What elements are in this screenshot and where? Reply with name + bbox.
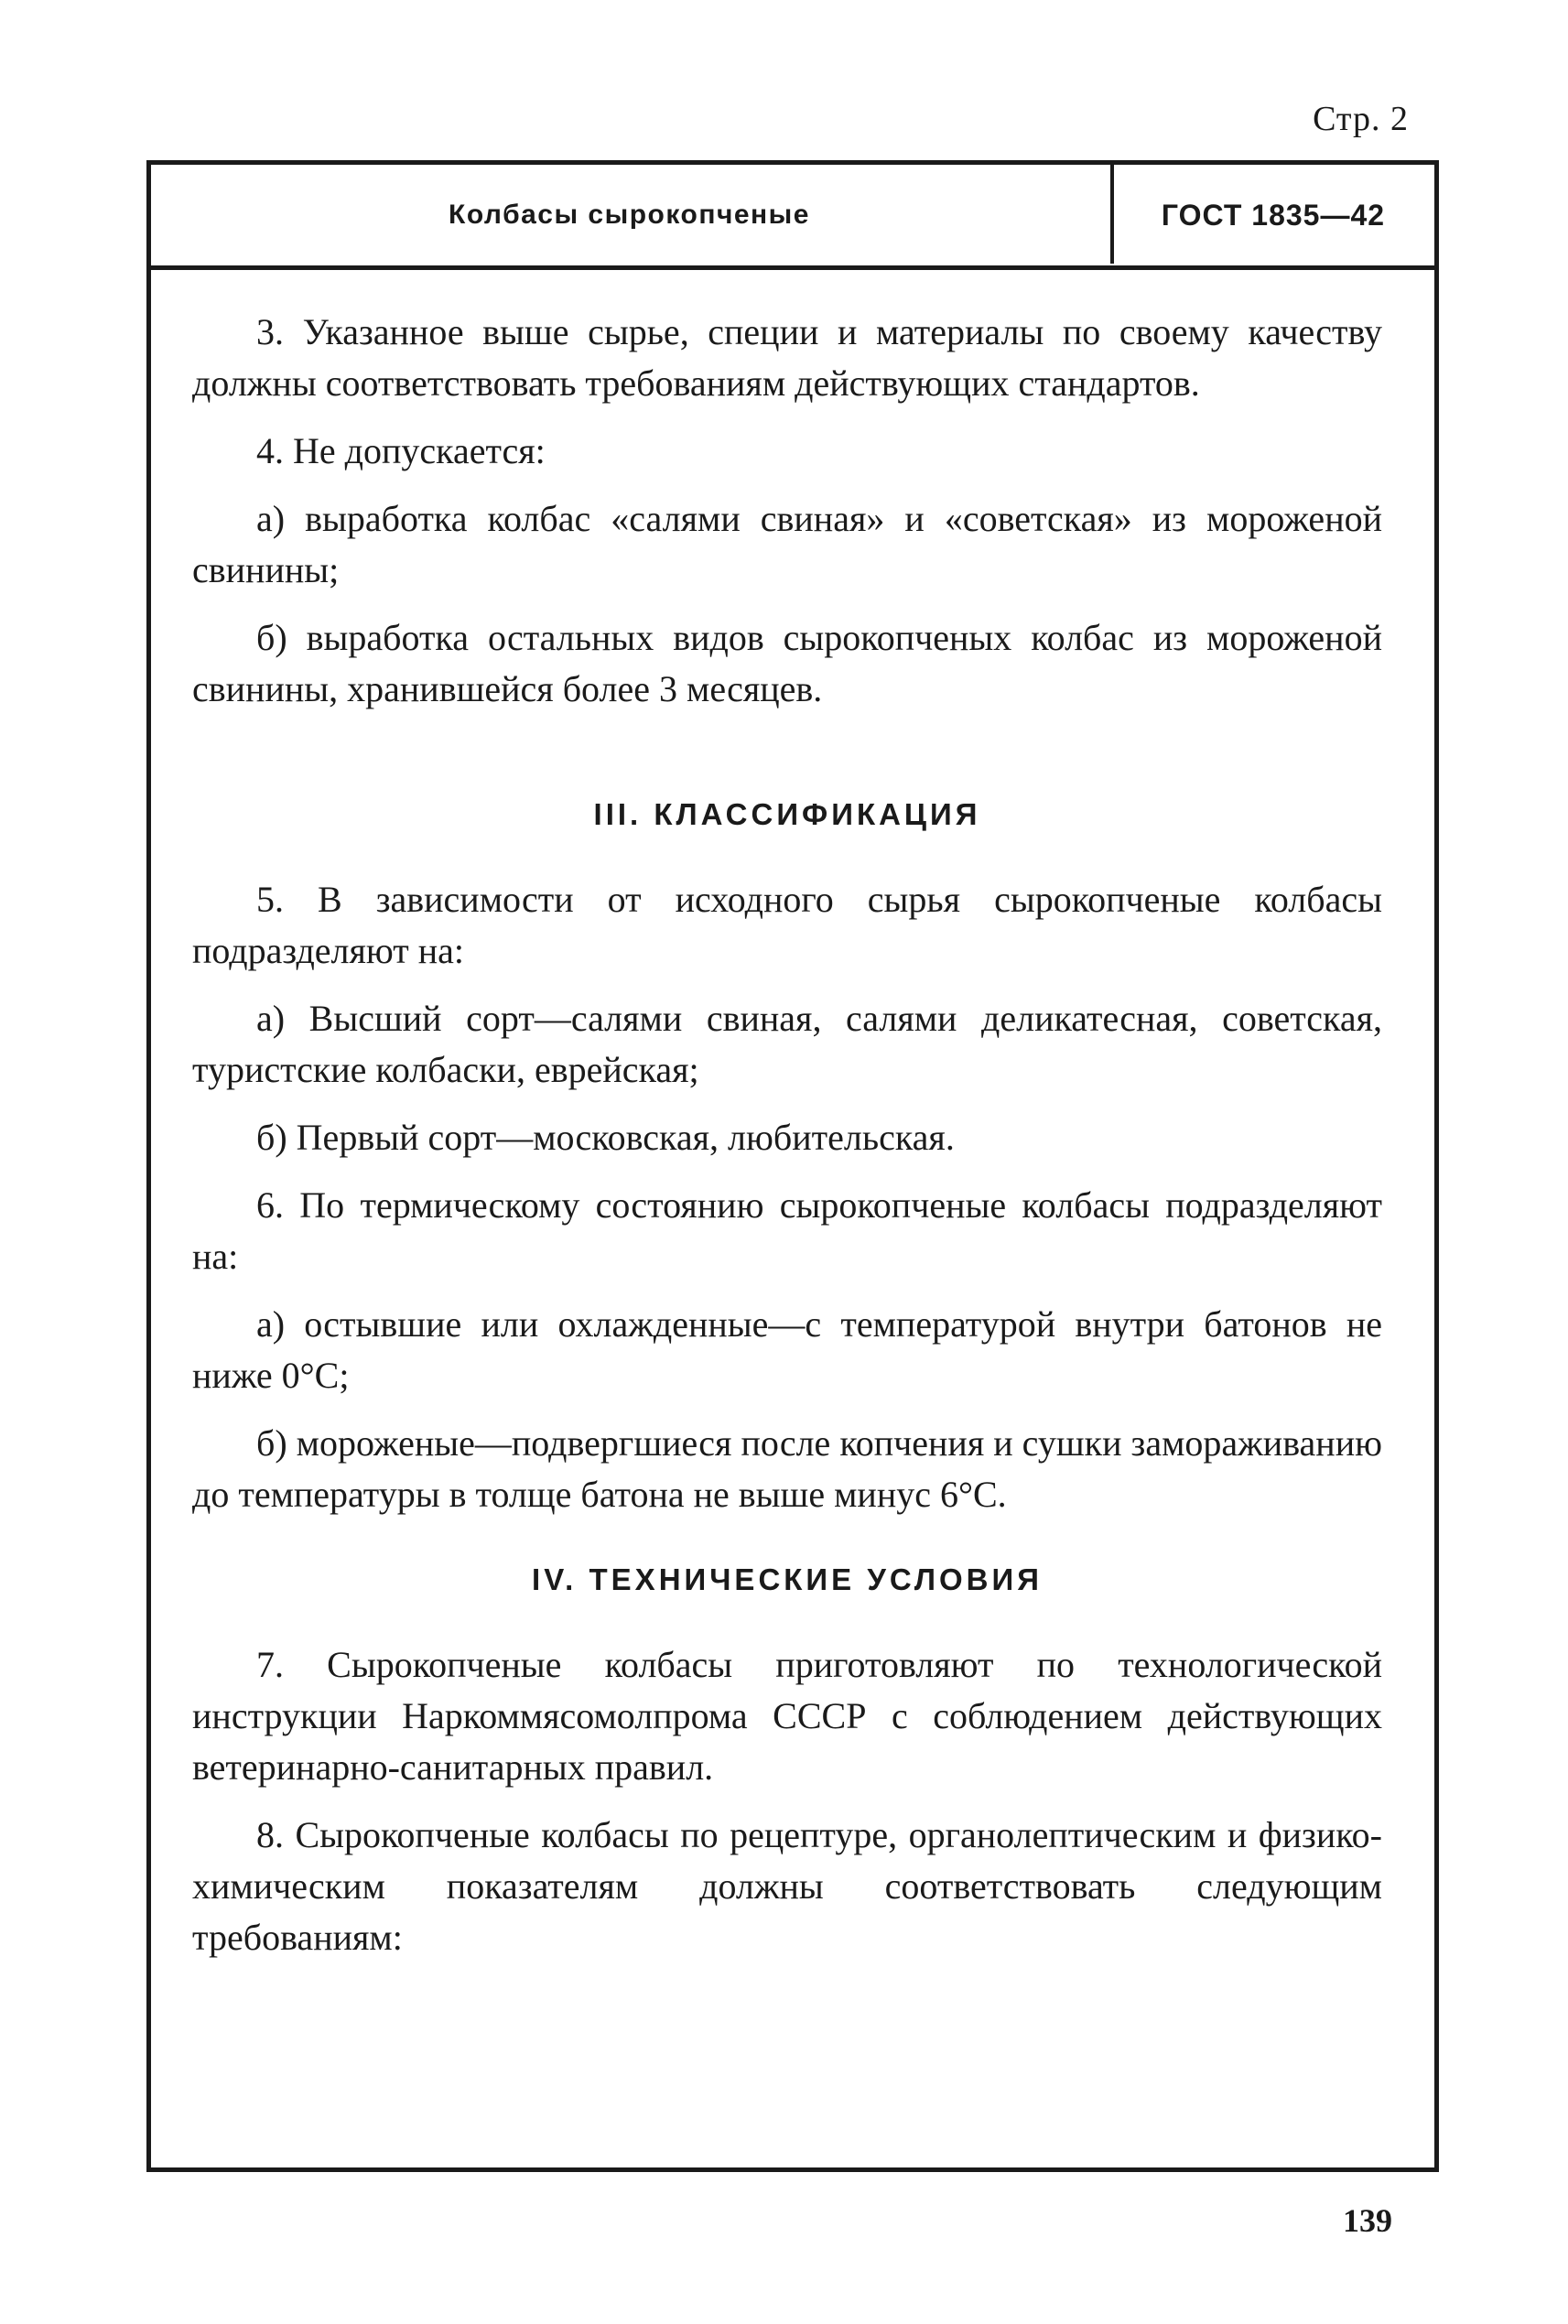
paragraph-4a: а) выработка колбас «салями свиная» и «советская» из мороженой свинины; bbox=[192, 498, 1382, 590]
section-title-technical-conditions: IV. ТЕХНИЧЕСКИЕ УСЛОВИЯ bbox=[532, 1562, 1043, 1596]
paragraph-6: 6. По термическому состоянию сырокопченые колбасы подразделяют на: bbox=[192, 1184, 1382, 1277]
page-number: 139 bbox=[1343, 2202, 1392, 2239]
header-bottom-rule bbox=[146, 265, 1439, 270]
paragraph-3: 3. Указанное выше сырье, специи и материалы по своему качеству должны соответствовать требованиям действующих стандартов. bbox=[192, 311, 1382, 404]
document-body bbox=[192, 307, 1382, 1980]
paragraph-4: 4. Не допускается: bbox=[256, 430, 546, 471]
paragraph-5a: а) Высший сорт—салями свиная, салями деликатесная, советская, туристские колбаски, еврейская; bbox=[192, 998, 1382, 1090]
paragraph-4b: б) выработка остальных видов сырокопченых колбас из мороженой свинины, хранившейся более 3 месяцев. bbox=[192, 617, 1382, 709]
paragraph-8: 8. Сырокопченые колбасы по рецептуре, органолептическим и физико-химическим показателям должны соответствовать следующим требованиям: bbox=[192, 1814, 1382, 1958]
paragraph-5b: б) Первый сорт—московская, любительская. bbox=[256, 1117, 955, 1158]
paragraph-5: 5. В зависимости от исходного сырья сырокопченые колбасы подразделяют на: bbox=[192, 879, 1382, 971]
paragraph-6b: б) мороженые—подвергшиеся после копчения и сушки замораживанию до температуры в толще батона не выше минус 6°С. bbox=[192, 1422, 1382, 1515]
section-title-classification: III. КЛАССИФИКАЦИЯ bbox=[593, 797, 981, 831]
frame-top-rule bbox=[146, 160, 1439, 165]
header-separator bbox=[1110, 165, 1114, 264]
header-gost-number: ГОСТ 1835—42 bbox=[1161, 199, 1386, 232]
page-label: Стр. 2 bbox=[1313, 100, 1409, 138]
paragraph-6a: а) остывшие или охлажденные—с температурой внутри батонов не ниже 0°С; bbox=[192, 1303, 1382, 1396]
paragraph-7: 7. Сырокопченые колбасы приготовляют по технологической инструкции Наркоммясомолпрома СССР с соблюдением действующих ветеринарно-санитарных правил. bbox=[192, 1644, 1382, 1788]
header-title: Колбасы сырокопченые bbox=[449, 200, 810, 230]
